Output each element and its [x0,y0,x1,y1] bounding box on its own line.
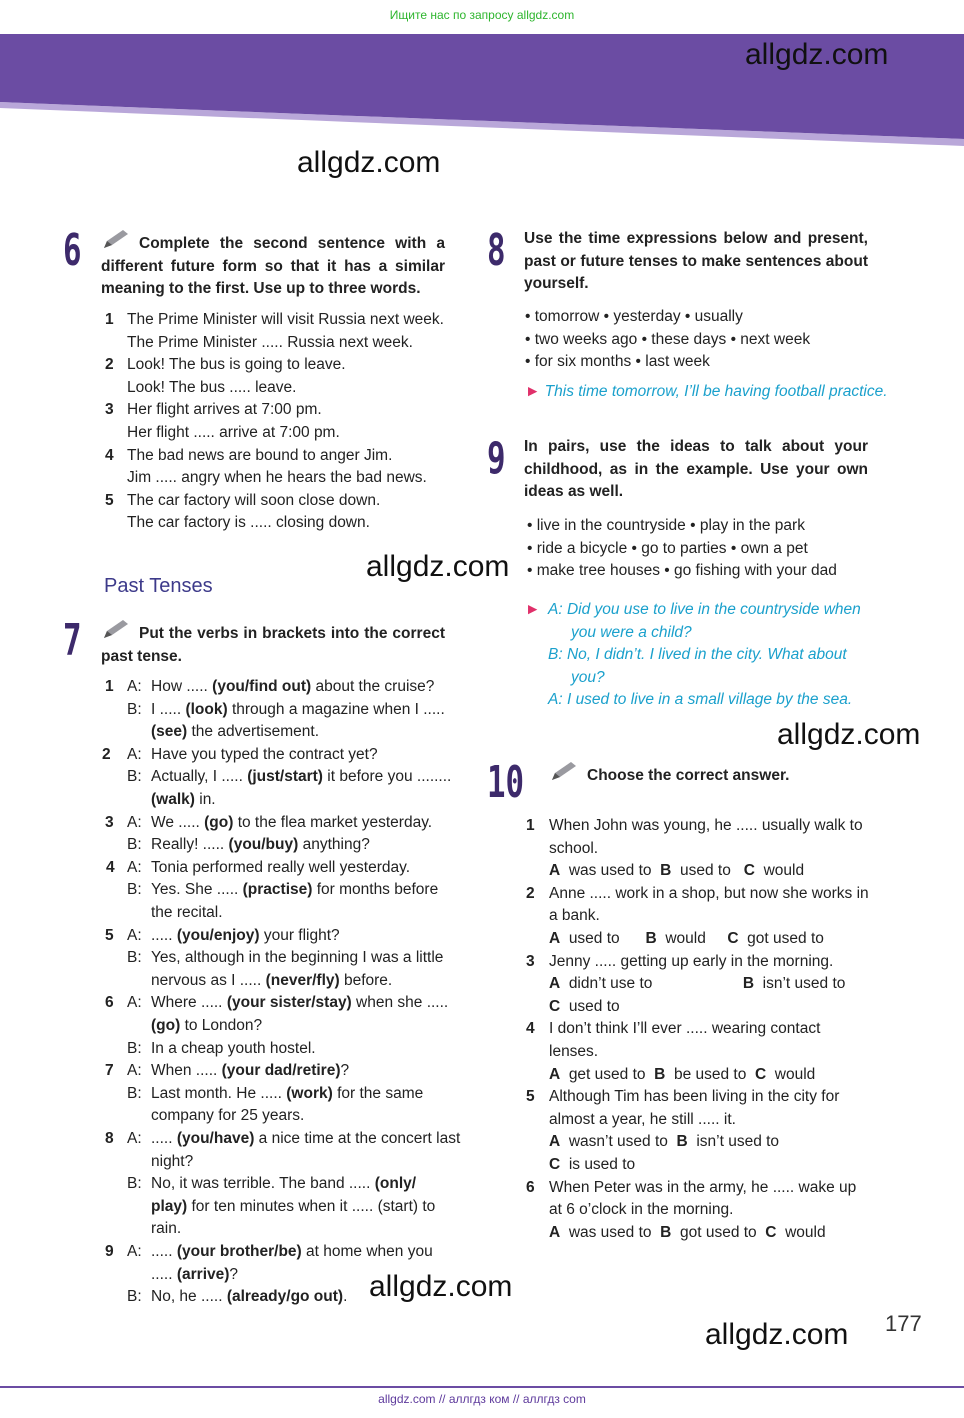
dialogue-text: for the same [332,1084,424,1102]
dialogue-line [151,925,340,948]
item-number: 6 [526,1178,535,1196]
question-text: lenses. [549,1043,599,1060]
option-letter: B [660,1223,672,1241]
dialogue-text: before. [339,971,393,989]
question-text: Although Tim has been living in the city for [549,1088,840,1106]
option-letter: B [660,862,672,880]
speaker-label: B: [127,768,142,786]
pen-icon [101,228,131,250]
option-letter: A [549,930,561,947]
dialogue-text: We ..... [151,813,205,831]
item-number: 4 [106,858,115,876]
answer-options: C used to [549,997,620,1015]
speaker-label: A: [127,926,142,944]
option-letter: C [754,1065,767,1083]
verb-prompt: (work) [286,1084,333,1102]
item-sentence: The Prime Minister will visit Russia next week. [127,311,444,328]
item-sentence: The car factory is ..... closing down. [127,514,370,532]
option-letter: A [549,1065,561,1083]
verb-prompt: (practise) [242,881,313,899]
dialogue-line [151,1083,423,1106]
bullet-line: • ride a bicycle • go to parties • own a pet [527,539,808,557]
speaker-label: A: [127,1062,142,1080]
footer-text: allgdz.com // аллгдз ком // аллгдз com [378,1392,586,1406]
dialogue-text: ? [229,1265,239,1283]
answer-options: A get used to B be used to C would [549,1065,816,1083]
watermark: allgdz.com [777,718,921,751]
verb-prompt: (already/go out) [226,1288,344,1306]
answer-options: A was used to B used to C would [549,862,805,880]
exercise-instruction [101,618,445,668]
option-letter: C [743,862,755,880]
speaker-label: B: [127,881,142,899]
top-note: Ищите нас по запросу allgdz.com [389,8,575,22]
question-text: Jenny ..... getting up early in the morning. [549,952,834,970]
speaker-label: A: [127,813,142,831]
speaker-label: A: [127,1130,142,1147]
dialogue-text: night? [151,1152,194,1170]
dialogue-text: your flight? [259,926,340,944]
exercise-number: 8 [487,225,506,276]
verb-prompt: play) [151,1197,188,1215]
exercise-number: 6 [63,225,82,276]
item-number: 1 [105,678,114,695]
verb-prompt: (just/start) [247,768,323,786]
dialogue-text: No, it was terrible. The band ..... [151,1175,375,1193]
dialogue-line [151,744,378,767]
dialogue-text: for months before [312,881,439,899]
item-sentence: Look! The bus ..... leave. [127,378,297,396]
dialogue-text: Where ..... [151,994,227,1012]
dialogue-text: ..... [151,1130,177,1147]
dialogue-text: Have you typed the contract yet? [151,745,378,763]
item-sentence: The Prime Minister ..... Russia next week. [127,333,413,351]
answer-options: A was used to B got used to C would [549,1223,826,1241]
dialogue-text: the recital. [151,904,223,921]
dialogue-line [151,902,223,925]
dialogue-text: about the cruise? [311,678,435,695]
dialogue-line [151,1105,304,1128]
question-text: When Peter was in the army, he ..... wake up [549,1178,857,1196]
option-letter: A [549,862,561,880]
speaker-label: B: [127,1039,142,1057]
item-sentence: Her flight ..... arrive at 7:00 pm. [127,424,340,441]
option-letter: B [654,1065,666,1083]
dialogue-line [151,1015,262,1038]
verb-prompt: (you/find out) [212,678,312,695]
bullet-line: • for six months • last week [525,353,710,371]
dialogue-line [151,1128,460,1151]
instruction-text: Choose the correct answer. [587,767,790,784]
speaker-label: A: [127,678,142,695]
bullet-line: • make tree houses • go fishing with your dad [527,562,837,580]
speaker-label: B: [127,1288,142,1306]
arrow-icon: ► [525,601,541,618]
answer-options: A didn’t use to B isn’t used to [549,975,846,993]
speaker-label: B: [127,836,142,854]
item-number: 4 [526,1020,535,1038]
dialogue-text: Yes. She ..... [151,881,243,899]
verb-prompt: (your sister/stay) [226,994,352,1012]
dialogue-line [151,789,216,812]
item-sentence: The car factory will soon close down. [127,491,381,509]
dialogue-line [151,1286,347,1309]
dialogue-text: Yes, although in the beginning I was a little [151,949,444,967]
item-number: 5 [105,926,114,944]
exercise-instruction: In pairs, use the ideas to talk about your childhood, as in the example. Use your own ideas as well. [524,438,868,501]
option-letter: B [676,1133,688,1151]
item-number: 2 [105,356,114,374]
watermark: allgdz.com [745,38,889,71]
section-heading: Past Tenses [104,575,213,597]
item-number: 3 [526,952,535,970]
dialogue-text: at home when you [301,1243,433,1260]
option-letter: A [549,975,561,993]
dialogue-line [151,1218,181,1241]
item-sentence: Jim ..... angry when he hears the bad news. [127,469,427,487]
dialogue-text: a nice time at the concert last [254,1130,461,1147]
item-sentence: The bad news are bound to anger Jim. [127,446,393,464]
verb-prompt: (look) [185,700,228,718]
dialogue-text: Tonia performed really well yesterday. [151,858,411,876]
dialogue-text: nervous as I ..... [151,971,266,989]
item-number: 2 [526,884,535,902]
item-number: 1 [526,817,535,834]
bullet-line: • tomorrow • yesterday • usually [525,308,743,325]
dialogue-line [151,879,438,902]
dialogue-text: In a cheap youth hostel. [151,1039,316,1057]
dialogue-line [151,992,448,1015]
verb-prompt: (go) [151,1017,181,1034]
dialogue-text: ..... [151,1265,177,1283]
exercise-instruction: Use the time expressions below and present, past or future tenses to make sentences about yourself. [524,230,868,293]
dialogue-text: Last month. He ..... [151,1084,287,1102]
dialogue-text: I ..... [151,700,186,718]
item-sentence: Look! The bus is going to leave. [127,356,346,374]
example-line: you were a child? [571,623,692,641]
item-number: 2 [102,745,111,763]
verb-prompt: (arrive) [176,1265,230,1283]
dialogue-text: ? [340,1062,350,1080]
dialogue-line [151,721,319,744]
speaker-label: A: [127,994,142,1012]
exercise-instruction [549,760,869,788]
item-number: 3 [105,401,114,419]
dialogue-text: Actually, I ..... [151,768,248,786]
dialogue-text: rain. [151,1220,182,1238]
dialogue-line [151,834,370,857]
instruction-text: Put the verbs in brackets into the correct past tense. [101,625,445,665]
item-number: 8 [105,1130,114,1147]
example-line: A: Did you use to live in the countryside when [548,601,861,618]
dialogue-text: ..... [151,926,177,944]
dialogue-line [151,1151,193,1174]
dialogue-text: it before you ........ [322,768,452,786]
dialogue-text: when she ..... [351,994,449,1012]
watermark: allgdz.com [369,1270,513,1303]
watermark: allgdz.com [366,550,510,583]
speaker-label: A: [127,858,142,876]
verb-prompt: (see) [151,723,188,741]
watermark: allgdz.com [297,146,441,179]
watermark: allgdz.com [705,1318,849,1351]
option-letter: A [549,1133,561,1151]
dialogue-text: for ten minutes when it ..... (start) to [187,1197,436,1215]
dialogue-line [151,699,445,722]
speaker-label: A: [127,745,142,763]
verb-prompt: (go) [204,813,234,831]
verb-prompt: (only/ [374,1175,417,1193]
example-line: A: I used to live in a small village by the sea. [548,691,853,709]
verb-prompt: (your brother/be) [176,1243,302,1260]
option-letter: A [549,1223,561,1241]
answer-options: C is used to [549,1156,636,1173]
option-letter: B [645,930,657,947]
footer-divider [0,1386,964,1388]
item-number: 7 [105,1062,114,1080]
dialogue-line [151,1264,238,1287]
verb-prompt: (walk) [151,791,195,808]
item-number: 5 [105,491,114,509]
bullet-line: • live in the countryside • play in the park [527,517,805,534]
question-text: When John was young, he ..... usually walk to [549,817,863,834]
instruction-text: Complete the second sentence with a different future form so that it has a similar meaning to the first. Use up to three words. [101,235,445,298]
dialogue-line [151,947,443,970]
dialogue-line [151,970,392,993]
dialogue-text: through a magazine when I ..... [227,700,445,718]
verb-prompt: (you/have) [176,1130,255,1147]
dialogue-line [151,676,434,699]
example-text: This time tomorrow, I’ll be having football practice. [544,383,888,400]
question-text: I don’t think I’ll ever ..... wearing contact [549,1020,821,1038]
dialogue-text: When ..... [151,1062,222,1080]
item-number: 9 [105,1243,114,1260]
speaker-label: A: [127,1243,142,1260]
item-number: 4 [105,446,114,464]
dialogue-text: to the flea market yesterday. [233,813,433,831]
answer-options: A used to B would C got used to [549,930,824,947]
dialogue-text: anything? [298,836,370,854]
dialogue-text: in. [194,791,216,808]
question-text: at 6 o’clock in the morning. [549,1201,734,1219]
verb-prompt: (you/enjoy) [176,926,260,944]
dialogue-line [151,1241,433,1264]
bullet-line: • two weeks ago • these days • next week [525,330,811,348]
pen-icon [549,760,579,782]
speaker-label: B: [127,700,142,718]
verb-prompt: (you/buy) [228,836,299,854]
dialogue-text: How ..... [151,678,213,695]
item-number: 3 [105,813,114,831]
exercise-number: 7 [63,615,82,666]
dialogue-line [151,1173,416,1196]
item-number: 6 [105,994,114,1012]
dialogue-text: to London? [180,1017,263,1034]
option-letter: C [549,1156,561,1173]
dialogue-text: No, he ..... [151,1288,227,1306]
speaker-label: B: [127,949,142,967]
item-number: 5 [526,1088,535,1106]
option-letter: B [742,975,755,993]
answer-options: A wasn’t used to B isn’t used to [549,1133,780,1151]
exercise-number: 10 [487,757,525,808]
dialogue-line [151,766,451,789]
dialogue-text: . [343,1288,348,1306]
exercise-number: 9 [487,433,506,484]
page-number: 177 [885,1311,922,1336]
verb-prompt: (your dad/retire) [221,1062,341,1080]
dialogue-line [151,812,432,835]
example-line: you? [571,668,605,686]
speaker-label: B: [127,1175,142,1193]
dialogue-line [151,857,410,880]
dialogue-text: company for 25 years. [151,1107,305,1125]
dialogue-line [151,1196,435,1219]
dialogue-text: Really! ..... [151,836,229,854]
exercise-instruction [101,228,445,301]
option-letter: C [765,1223,777,1241]
dialogue-text: ..... [151,1243,177,1260]
question-text: almost a year, he still ..... it. [549,1110,736,1128]
verb-prompt: (never/fly) [265,971,340,989]
item-sentence: Her flight arrives at 7:00 pm. [127,401,322,419]
question-text: a bank. [549,907,600,925]
pen-icon [101,618,131,640]
question-text: Anne ..... work in a shop, but now she works in [549,884,869,902]
option-letter: C [727,930,739,947]
example-line [525,381,888,404]
dialogue-line [151,1060,349,1083]
option-letter: C [549,997,561,1015]
example-line: B: No, I didn’t. I lived in the city. What about [548,646,847,664]
speaker-label: B: [127,1084,142,1102]
dialogue-line [151,1038,316,1061]
arrow-icon: ► [525,383,545,400]
question-text: school. [549,839,599,857]
item-number: 1 [105,311,114,328]
dialogue-text: the advertisement. [187,723,320,741]
